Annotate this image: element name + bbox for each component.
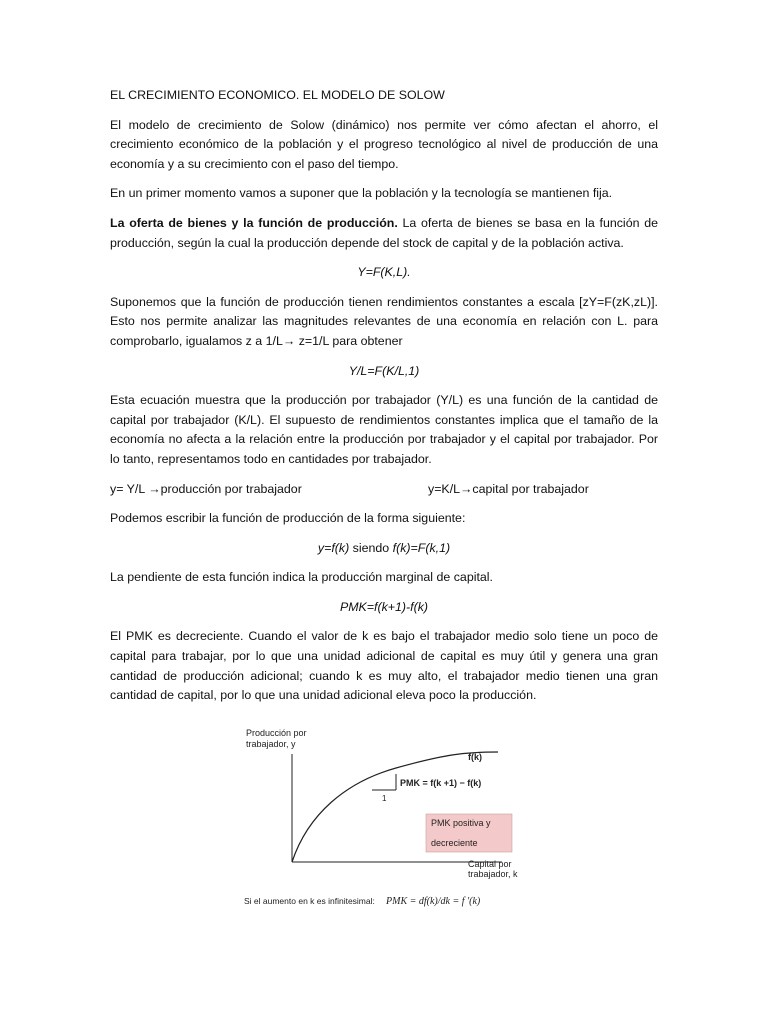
y-axis-label-line1: Producción por <box>246 728 307 738</box>
equation-production-function: Y=F(K,L). <box>357 265 411 280</box>
paragraph-constant-returns: Suponemos que la función de producción tienen rendimientos constantes a escala [zY=F(zK,zL)]. Esto nos permite analizar las magnitudes relevantes de una economía en relación con L. para comprobarlo, igualamos z a 1/L→ z=1/L para obtener <box>110 294 658 348</box>
highlight-box-line2: decreciente <box>431 838 478 848</box>
definition-output-per-worker: y= Y/L →producción por trabajador <box>110 481 302 496</box>
curve-label: f(k) <box>468 752 482 762</box>
highlight-box-line1: PMK positiva y <box>431 818 491 828</box>
equation-intensive-a: y=f(k) <box>317 540 350 555</box>
x-axis-label-line1: Capital por <box>468 859 512 869</box>
paragraph-pmk-decreasing: El PMK es decreciente. Cuando el valor de k es bajo el trabajador medio solo tiene un poco de capital para trabajar, por lo que una unidad adicional de capital es muy útil y genera una gran cantidad de producción adicional; cuando k es muy alto, el trabajador medio tienen una gran cantidad de capital, por lo que una unidad adicional eleva poco la producción. <box>110 629 658 703</box>
equation-intensive-mid: siendo <box>349 540 393 555</box>
paragraph-intro: El modelo de crecimiento de Solow (dinámico) nos permite ver cómo afectan el ahorro, el crecimiento económico de la población y el progreso tecnológico al nivel de producción de una economía y a su crecimiento con el paso del tiempo. <box>110 117 658 171</box>
pmk-step-label: 1 <box>382 794 387 803</box>
paragraph-rewrite: Podemos escribir la función de producción de la forma siguiente: <box>110 511 466 526</box>
paragraph-per-worker: Esta ecuación muestra que la producción por trabajador (Y/L) es una función de la cantidad de capital por trabajador (K/L). El supuesto de rendimientos constantes implica que el tamaño de la economía no afecta a la relación entre la producción por trabajador y el capital por trabajador. Por lo tanto, representamos todo en cantidades por trabajador. <box>110 393 658 466</box>
paragraph-supply <box>110 214 658 253</box>
document-body <box>110 86 658 716</box>
document-title: EL CRECIMIENTO ECONOMICO. EL MODELO DE SOLOW <box>110 88 445 102</box>
paragraph-slope: La pendiente de esta función indica la producción marginal de capital. <box>110 570 493 585</box>
supply-text: La oferta de bienes se basa en la función de producción, según la cual la producción depende del stock de capital y de la población activa. <box>110 215 658 250</box>
equation-intensive-form <box>110 539 658 559</box>
definition-capital-per-worker: y=K/L→capital por trabajador <box>428 481 589 496</box>
paragraph-assumption: En un primer momento vamos a suponer que la población y la tecnología se mantienen fija. <box>110 186 613 201</box>
definitions-row <box>110 480 658 500</box>
pmk-definition-label: PMK = f(k +1) − f(k) <box>400 778 482 788</box>
equation-pmk: PMK=f(k+1)-f(k) <box>339 599 429 614</box>
production-function-diagram <box>236 722 536 922</box>
infinitesimal-footnote: Si el aumento en k es infinitesimal: <box>244 896 375 906</box>
x-axis-label-line2: trabajador, k <box>468 869 518 879</box>
production-function-figure <box>236 722 536 922</box>
marginal-product-formula: PMK = df(k)/dk = f ′(k) <box>386 896 481 907</box>
y-axis-label-line2: trabajador, y <box>246 739 296 749</box>
supply-heading: La oferta de bienes y la función de producción. <box>110 215 398 230</box>
equation-per-worker: Y/L=F(K/L,1) <box>348 363 420 378</box>
equation-intensive-b: f(k)=F(k,1) <box>392 540 451 555</box>
